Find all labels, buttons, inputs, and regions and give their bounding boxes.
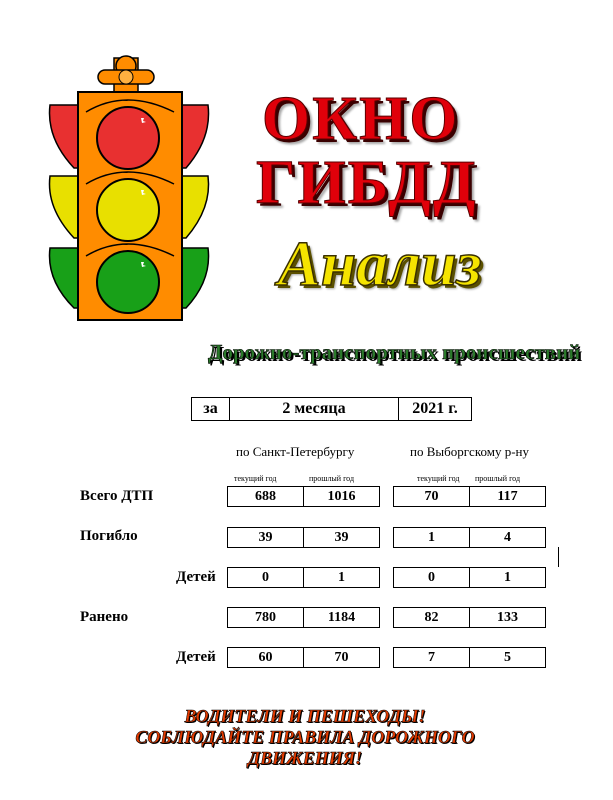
cell-spb-current-injured-children: 60 [228, 648, 304, 667]
subtitle-road-accidents: Дорожно-транспортных происшествий [208, 340, 581, 364]
cell-spb-previous-killed-children: 1 [338, 569, 345, 585]
footer-slogan [70, 706, 540, 769]
cell-vyb-current-injured-children: 7 [394, 648, 470, 667]
col-header-vyb-current: текущий год [417, 474, 460, 483]
red-light [97, 107, 159, 169]
col-header-vyb-previous: прошлый год [475, 474, 521, 483]
traffic-light-top-ornament [98, 56, 154, 92]
subtitle-analysis: Анализ [278, 228, 482, 299]
cell-spb-current-killed-children: 0 [228, 568, 304, 587]
table-row-spb-killed-children [227, 567, 380, 588]
table-row-vyb-total [393, 486, 546, 507]
title-gibdd: ГИБДД [256, 149, 478, 217]
cell-vyb-previous-killed: 4 [504, 529, 511, 545]
yellow-light [97, 179, 159, 241]
table-row-vyb-killed-children [393, 567, 546, 588]
cell-spb-previous-injured-children: 70 [334, 649, 349, 665]
cell-vyb-current-killed-children: 0 [394, 568, 470, 587]
cell-vyb-current-total: 70 [394, 487, 470, 506]
cell-vyb-previous-injured: 133 [497, 609, 518, 625]
period-box [191, 397, 472, 421]
cell-vyb-current-killed: 1 [394, 528, 470, 547]
row-label-total: Всего ДТП [80, 488, 154, 504]
region-header-vyborg: по Выборгскому р-ну [410, 444, 529, 459]
cell-spb-previous-total: 1016 [327, 488, 356, 504]
col-header-spb-current: текущий год [234, 474, 277, 483]
cell-spb-previous-killed: 39 [334, 529, 349, 545]
cell-spb-current-killed: 39 [228, 528, 304, 547]
table-row-vyb-injured [393, 607, 546, 628]
footer-line3: ДВИЖЕНИЯ! [247, 748, 363, 768]
row-label-injured: Ранено [80, 609, 129, 625]
period-prefix: за [192, 398, 230, 420]
divider [558, 547, 559, 567]
region-header-spb: по Санкт-Петербургу [236, 444, 355, 459]
table-row-vyb-injured-children [393, 647, 546, 668]
table-row-spb-injured-children [227, 647, 380, 668]
cell-spb-current-injured: 780 [228, 608, 304, 627]
row-label-killed: Погибло [80, 528, 138, 544]
cell-vyb-previous-total: 117 [497, 488, 518, 504]
footer-line2: СОБЛЮДАЙТЕ ПРАВИЛА ДОРОЖНОГО [135, 727, 475, 747]
period-year: 2021 г. [412, 400, 458, 417]
table-row-spb-killed [227, 527, 380, 548]
cell-vyb-current-injured: 82 [394, 608, 470, 627]
col-header-spb-previous: прошлый год [309, 474, 355, 483]
green-light [97, 251, 159, 313]
cell-spb-previous-injured: 1184 [327, 609, 356, 625]
row-label-killed-children: Детей [176, 569, 216, 585]
table-row-spb-injured [227, 607, 380, 628]
cell-spb-current-total: 688 [228, 487, 304, 506]
cell-vyb-previous-killed-children: 1 [504, 569, 511, 585]
traffic-light-icon [40, 50, 220, 330]
period-value: 2 месяца [230, 398, 399, 420]
cell-vyb-previous-injured-children: 5 [504, 649, 511, 665]
table-row-vyb-killed [393, 527, 546, 548]
footer-line1: ВОДИТЕЛИ И ПЕШЕХОДЫ! [184, 706, 426, 726]
title-okno: ОКНО [262, 85, 460, 153]
table-row-spb-total [227, 486, 380, 507]
row-label-injured-children: Детей [176, 649, 216, 665]
